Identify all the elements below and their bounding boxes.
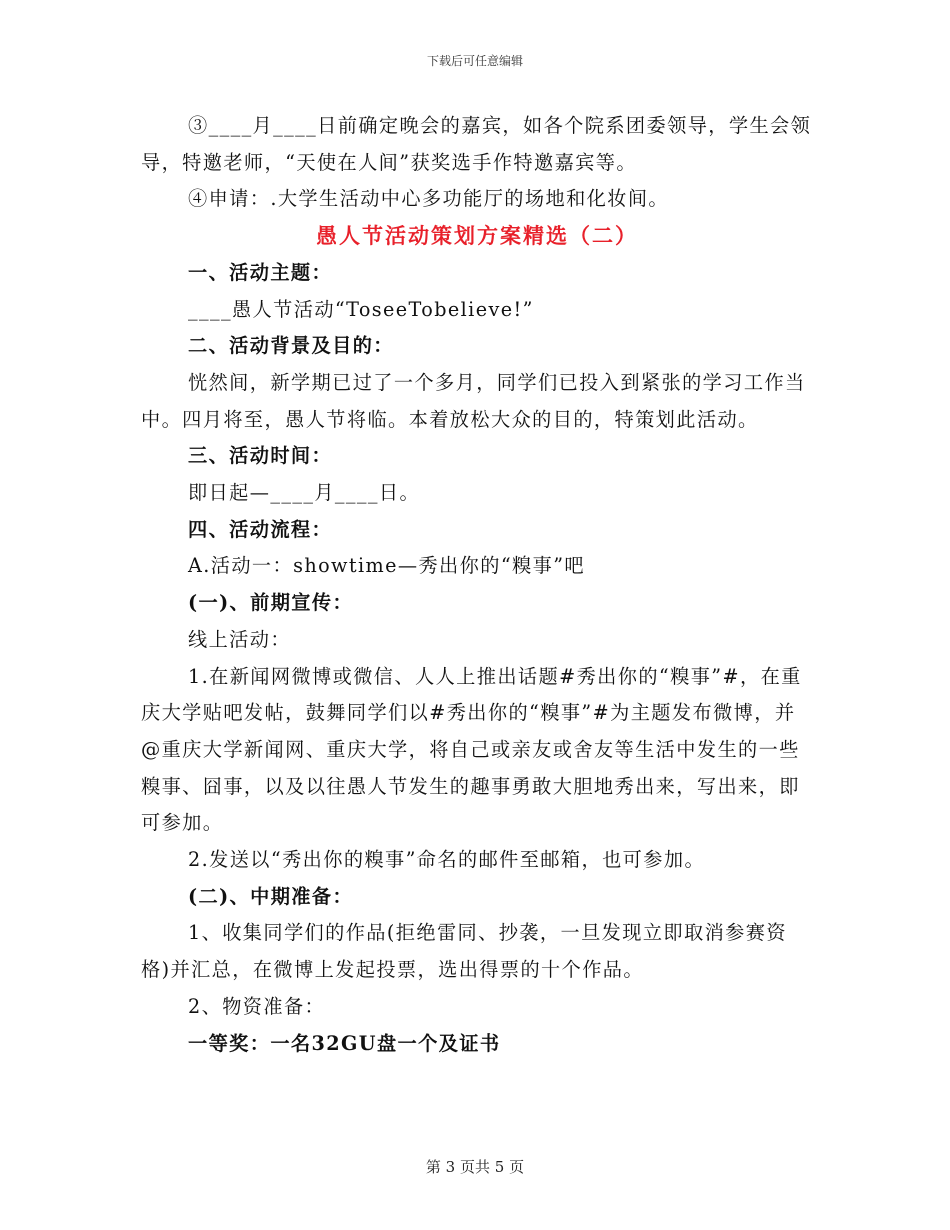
heading-mid-preparation: (二)、中期准备： (188, 884, 354, 908)
paragraph-first-prize: 一等奖：一名32GU盘一个及证书 (188, 1031, 501, 1055)
paragraph-item-2: 2.发送以“秀出你的糗事”命名的邮件至邮箱，也可参加。 (188, 848, 706, 872)
page-footer: 第 3 页共 5 页 (425, 1158, 525, 1176)
document-body (141, 108, 813, 1062)
paragraph-collect-works: 1、收集同学们的作品(拒绝雷同、抄袭，一旦发现立即取消参赛资格)并汇总，在微博上发起投票，选出得票的十个作品。 (141, 921, 787, 982)
paragraph-activity-theme: ____愚人节活动“ToseeTobelieve!” (188, 297, 534, 321)
paragraph-background-purpose: 恍然间，新学期已过了一个多月，同学们已投入到紧张的学习工作当中。四月将至，愚人节将临。本着放松大众的目的，特策划此活动。 (141, 370, 806, 431)
heading-early-promotion: (一)、前期宣传： (188, 591, 354, 615)
paragraph-online-activity: 线上活动： (188, 627, 291, 651)
paragraph-venue-application: ④申请：.大学生活动中心多功能厅的场地和化妆间。 (188, 187, 670, 211)
paragraph-guest-confirmation: ③____月____日前确定晚会的嘉宾，如各个院系团委领导，学生会领导，特邀老师，“天使在人间”获奖选手作特邀嘉宾等。 (141, 114, 812, 174)
section-title: 愚人节活动策划方案精选（二） (316, 223, 638, 249)
heading-background-purpose: 二、活动背景及目的： (188, 334, 394, 358)
page-header: 下载后可任意编辑 (426, 54, 523, 68)
paragraph-activity-time: 即日起—____月____日。 (188, 481, 421, 505)
heading-activity-theme: 一、活动主题： (188, 260, 333, 284)
heading-activity-process: 四、活动流程： (188, 517, 333, 541)
paragraph-material-prep: 2、物资准备： (188, 994, 326, 1018)
paragraph-item-1: 1.在新闻网微博或微信、人人上推出话题#秀出你的“糗事”#，在重庆大学贴吧发帖，鼓舞同学们以#秀出你的“糗事”#为主题发布微博，并@重庆大学新闻网、重庆大学，将自己或亲友或舍友等生活中发生的一些糗事、囧事，以及以往愚人节发生的趣事勇敢大胆地秀出来，写出来，即可参加。 (141, 664, 802, 835)
paragraph-activity-one: A.活动一：showtime—秀出你的“糗事”吧 (188, 554, 586, 578)
heading-activity-time: 三、活动时间： (188, 444, 333, 468)
